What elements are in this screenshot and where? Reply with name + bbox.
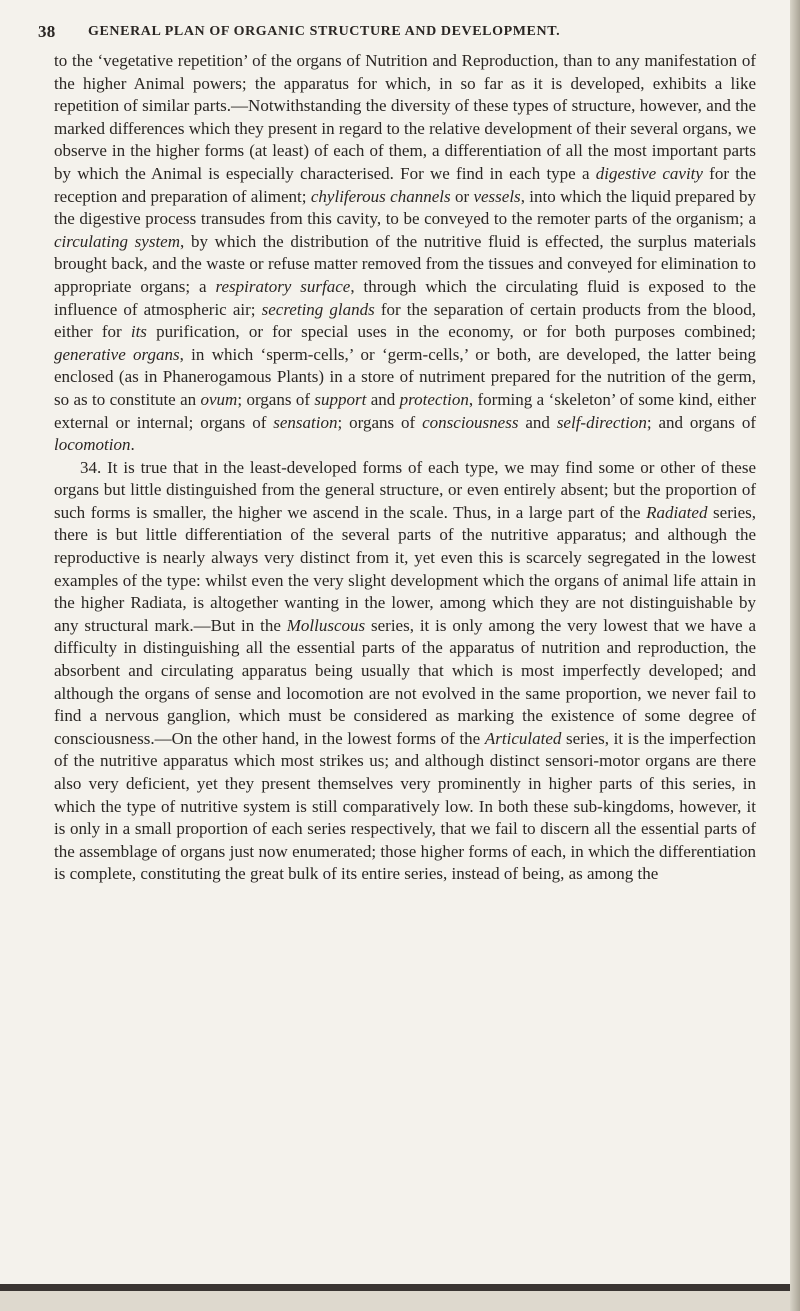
text-run: 34. It is true that in the least-developed forms of each type, we may find some or other of these organs but little distinguished from the general structure, or even entirely absent; but the proportion of such forms is smaller, the higher we ascend in the scale. Thus, in a large part of the (54, 457, 756, 522)
italic-term: circulating system (54, 231, 180, 251)
text-run: , by which the distribution of the nutritive fluid is effected, the surplus materials brought back, and the waste or refuse matter removed from the tissues and conveyed for elimination to appropriate organs; a (54, 231, 756, 296)
italic-term: vessels (473, 186, 521, 206)
page-header (38, 20, 758, 50)
text-run: series, it is only among the very lowest that we have a difficulty in distinguishing all the essential parts of the apparatus of nutrition and reproduction, the absorbent and circulating apparatus being usually that which is most imperfectly developed; and although the organs of sense and locomotion are not evolved in the same proportion, we never fail to find a nervous ganglion, which must be considered as marking the existence of some degree of consciousness.—On the other hand, in the lowest forms of the (54, 615, 756, 748)
text-run: and (518, 412, 557, 432)
running-head: GENERAL PLAN OF ORGANIC STRUCTURE AND DEVELOPMENT. (88, 24, 561, 39)
italic-term: chyliferous channels (310, 186, 451, 206)
italic-term: its (130, 322, 147, 342)
text-run: for the reception and preparation of aliment; (54, 163, 756, 206)
page-edge (790, 0, 800, 1311)
text-run: or (450, 186, 474, 206)
italic-term: sensation (273, 412, 338, 432)
text-run: , through which the circulating fluid is exposed to the influence of atmospheric air; (54, 276, 756, 319)
italic-term: secreting glands (261, 299, 375, 319)
body-text (54, 50, 756, 886)
italic-term: respiratory surface (215, 276, 351, 296)
italic-term: self-direction (556, 412, 647, 432)
text-run: series, it is the imperfection of the nutritive apparatus which most strikes us; and although distinct sensori-motor organs are there also very deficient, yet they present themselves very prominently in higher parts of this series, in which the type of nutritive system is still comparatively low. In both these sub-kingdoms, however, it is only in a small proportion of each series respectively, that we fail to discern all the essential parts of the assemblage of organs just now enumerated; those higher forms of each, in which the differentiation is complete, constituting the great bulk of its entire series, instead of being, as among the (54, 728, 756, 884)
page-number: 38 (38, 22, 56, 41)
italic-term: support (314, 389, 367, 409)
italic-term: protection (399, 389, 469, 409)
bottom-shade (0, 1291, 790, 1311)
italic-term: consciousness (422, 412, 519, 432)
text-run: , forming a ‘skeleton’ of some kind, either external or internal; organs of (54, 389, 756, 432)
text-run: to the ‘vegetative repetition’ of the organs of Nutrition and Reproduction, than to any manifestation of the higher Animal powers; the apparatus for which, in so far as it is developed, exhibits a like repetition of similar parts.—Notwithstanding the diversity of these types of structure, however, and the marked differences which they present in regard to the relative development of their several organs, we observe in the higher forms (at least) of each of them, a differentiation of all the most important parts by which the Animal is especially characterised. For we find in each type a (54, 51, 756, 183)
italic-term: Molluscous (286, 615, 366, 635)
text-run: , into which the liquid prepared by the digestive process transudes from this cavity, to be conveyed to the remoter parts of the organism; a (54, 186, 756, 229)
italic-term: Radiated (646, 502, 708, 522)
text-run: and (366, 389, 400, 409)
text-run: , in which ‘sperm-cells,’ or ‘germ-cells,’ or both, are developed, the latter being enclosed (as in Phanerogamous Plants) in a store of nutriment prepared for the nutrition of the germ, so as to constitute an (54, 344, 756, 409)
text-run: for the separation of certain products from the blood, either for (54, 299, 756, 342)
italic-term: generative organs (54, 344, 180, 364)
text-run: . (130, 435, 135, 455)
italic-term: locomotion (54, 435, 131, 455)
paragraph-p2 (54, 457, 756, 886)
text-run: ; organs of (237, 389, 315, 409)
paragraph-p1 (54, 50, 756, 457)
text-run: purification, or for special uses in the economy, or for both purposes combined; (146, 322, 756, 342)
text-run: series, there is but little differentiation of the several parts of the nutritive apparatus; and although the reproductive is nearly always very distinct from it, yet even this is scarcely segregated in the lowest examples of the type: whilst even the very slight development which the organs of animal life attain in the higher Radiata, is altogether wanting in the lower, among which they are not distinguishable by any structural mark.—But in the (54, 502, 756, 635)
italic-term: digestive cavity (595, 163, 703, 183)
text-run: ; organs of (337, 412, 423, 432)
italic-term: ovum (200, 389, 238, 409)
italic-term: Articulated (484, 728, 562, 748)
text-run: ; and organs of (646, 412, 756, 432)
bottom-rule (0, 1284, 790, 1291)
